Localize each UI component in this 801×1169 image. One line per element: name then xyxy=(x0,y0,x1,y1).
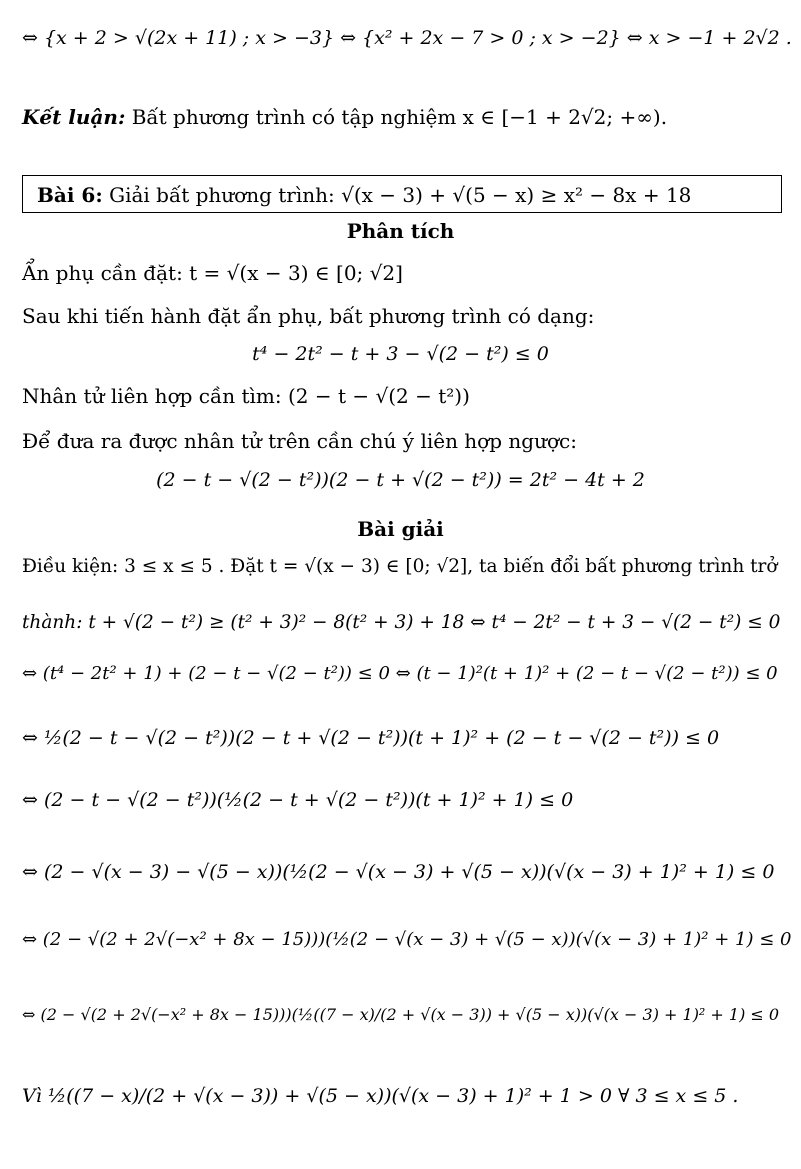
conclusion-label: Kết luận: xyxy=(22,105,126,129)
final-remark: Vì ½((7 − x)/(2 + √(x − 3)) + √(5 − x))(√(x − 3) + 1)² + 1 > 0 ∀ 3 ≤ x ≤ 5 . xyxy=(22,1085,739,1107)
reverse-conjugate-intro: Để đưa ra được nhân tử trên cần chú ý liên hợp ngược: xyxy=(22,429,577,453)
equivalence-line-7: ⇔ (2 − √(2 + 2√(−x² + 8x − 15)))(½((7 − x)/(2 + √(x − 3)) + √(5 − x))(√(x − 3) + 1)² + 1) ≤ 0 xyxy=(22,1005,780,1024)
analysis-heading: Phân tích xyxy=(346,219,455,243)
transform-line: thành: t + √(2 − t²) ≥ (t² + 3)² − 8(t² + 3) + 18 ⇔ t⁴ − 2t² − t + 3 − √(2 − t²) ≤ 0 xyxy=(22,612,781,633)
equivalence-line-1: ⇔ {x + 2 > √(2x + 11) ; x > −3} ⇔ {x² + 2x − 7 > 0 ; x > −2} ⇔ x > −1 + 2√2 . xyxy=(22,27,792,49)
problem-label: Bài 6: xyxy=(37,183,103,207)
substitution-line: Ẩn phụ cần đặt: t = √(x − 3) ∈ [0; √2] xyxy=(22,261,403,285)
conclusion-line xyxy=(22,106,793,129)
condition-line: Điều kiện: 3 ≤ x ≤ 5 . Đặt t = √(x − 3) ∈ [0; √2], ta biến đổi bất phương trình trở xyxy=(22,556,778,577)
conjugate-factor-line: Nhân tử liên hợp cần tìm: (2 − t − √(2 − t²)) xyxy=(22,384,470,408)
equivalence-line-6: ⇔ (2 − √(2 + 2√(−x² + 8x − 15)))(½(2 − √(x − 3) + √(5 − x))(√(x − 3) + 1)² + 1) ≤ 0 xyxy=(22,929,792,950)
solution-heading: Bài giải xyxy=(357,517,444,541)
conclusion-text: Bất phương trình có tập nghiệm x ∈ [−1 + 2√2; +∞). xyxy=(125,105,668,129)
equivalence-line-5: ⇔ (2 − √(x − 3) − √(5 − x))(½(2 − √(x − 3) + √(5 − x))(√(x − 3) + 1)² + 1) ≤ 0 xyxy=(22,861,775,883)
problem-text: Giải bất phương trình: √(x − 3) + √(5 − x) ≥ x² − 8x + 18 xyxy=(102,183,692,207)
problem-box xyxy=(22,175,782,213)
conjugate-product: (2 − t − √(2 − t²))(2 − t + √(2 − t²)) = 2t² − 4t + 2 xyxy=(156,469,645,491)
problem-statement xyxy=(37,184,773,207)
equivalence-line-4: ⇔ (2 − t − √(2 − t²))(½(2 − t + √(2 − t²))(t + 1)² + 1) ≤ 0 xyxy=(22,789,574,811)
equivalence-line-3: ⇔ ½(2 − t − √(2 − t²))(2 − t + √(2 − t²))(t + 1)² + (2 − t − √(2 − t²)) ≤ 0 xyxy=(22,727,720,749)
transformed-inequality: t⁴ − 2t² − t + 3 − √(2 − t²) ≤ 0 xyxy=(252,343,549,365)
equivalence-line-2: ⇔ (t⁴ − 2t² + 1) + (2 − t − √(2 − t²)) ≤ 0 ⇔ (t − 1)²(t + 1)² + (2 − t − √(2 − t²)) ≤ 0 xyxy=(22,663,778,684)
transformed-intro: Sau khi tiến hành đặt ẩn phụ, bất phương trình có dạng: xyxy=(22,304,595,328)
